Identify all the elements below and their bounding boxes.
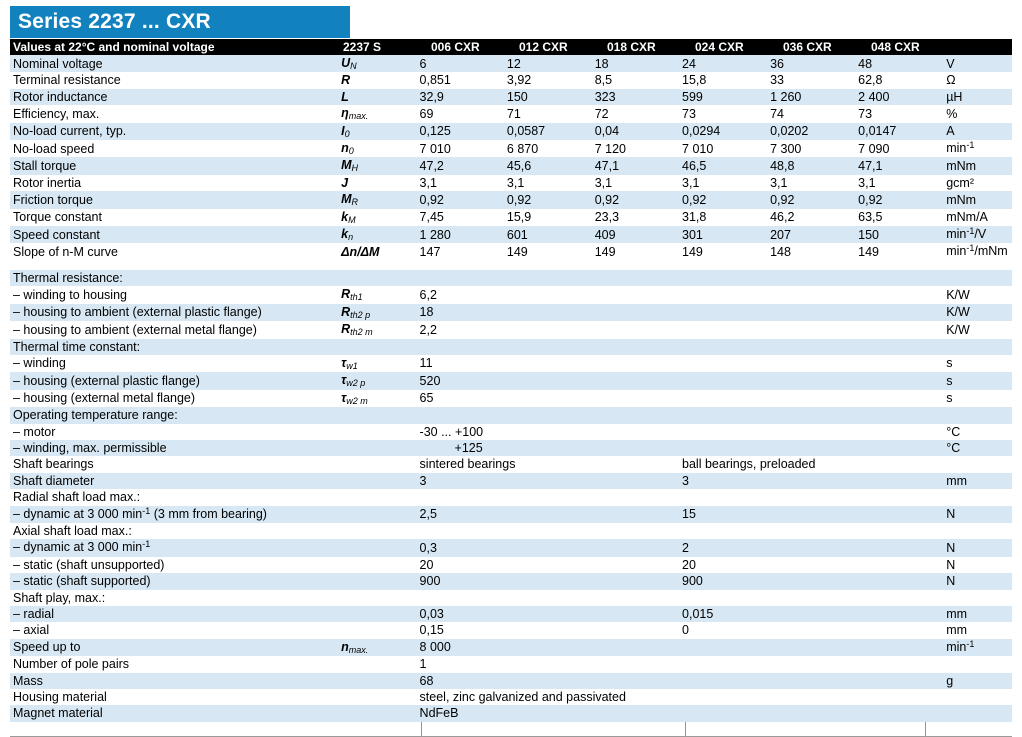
row-value: 149 xyxy=(592,243,679,260)
row-unit: $\min^{-1}/V$ xyxy=(943,226,1012,243)
row-label: – winding xyxy=(10,355,338,372)
row-value-alt: 3 xyxy=(679,473,943,489)
row-value: 7,45 xyxy=(417,209,504,226)
row-unit: °C xyxy=(943,440,1012,456)
table-row xyxy=(10,506,1012,523)
table-row xyxy=(10,339,1012,355)
row-value: 0,92 xyxy=(592,191,679,208)
row-value: 48 xyxy=(855,55,943,72)
row-unit xyxy=(943,523,1012,539)
row-value: 62,8 xyxy=(855,72,943,88)
row-value-alt: 2 xyxy=(679,539,943,556)
row-symbol: kn xyxy=(338,226,416,243)
row-label: – motor xyxy=(10,424,338,440)
row-value: 0,92 xyxy=(417,191,504,208)
row-label: – winding, max. permissible xyxy=(10,440,338,456)
row-value: 2,2 xyxy=(417,321,944,338)
row-value: 409 xyxy=(592,226,679,243)
row-value: 0,0587 xyxy=(504,123,592,140)
row-label: Mass xyxy=(10,673,338,689)
row-value: 0,92 xyxy=(855,191,943,208)
table-row xyxy=(10,456,1012,472)
row-value: 73 xyxy=(855,105,943,122)
table-row xyxy=(10,123,1012,140)
row-label: Friction torque xyxy=(10,191,338,208)
row-value: 48,8 xyxy=(767,157,855,174)
row-unit xyxy=(943,456,1012,472)
row-symbol xyxy=(338,407,416,423)
table-row xyxy=(10,209,1012,226)
row-unit: $\min^{-1}$/mNm xyxy=(943,243,1012,260)
row-value xyxy=(417,407,944,423)
row-unit xyxy=(943,689,1012,705)
row-symbol xyxy=(338,656,416,672)
table-row xyxy=(10,705,1012,721)
table-row xyxy=(10,270,1012,286)
row-value: 11 xyxy=(417,355,944,372)
row-symbol: Δn/ΔM xyxy=(338,243,416,260)
row-symbol: Rth2 m xyxy=(338,321,416,338)
row-value: 47,1 xyxy=(592,157,679,174)
row-value: 47,2 xyxy=(417,157,504,174)
row-unit: gcm² xyxy=(943,175,1012,191)
row-value: 3,1 xyxy=(417,175,504,191)
row-symbol: kM xyxy=(338,209,416,226)
table-row xyxy=(10,175,1012,191)
row-symbol: R xyxy=(338,72,416,88)
row-label: – static (shaft unsupported) xyxy=(10,557,338,573)
row-unit xyxy=(943,656,1012,672)
row-symbol: I0 xyxy=(338,123,416,140)
row-label: – winding to housing xyxy=(10,286,338,303)
table-row xyxy=(10,140,1012,157)
row-value: 1 280 xyxy=(417,226,504,243)
row-value: 36 xyxy=(767,55,855,72)
row-unit: mm xyxy=(943,622,1012,638)
row-symbol: UN xyxy=(338,55,416,72)
row-label: – static (shaft supported) xyxy=(10,573,338,589)
row-label: Thermal time constant: xyxy=(10,339,338,355)
row-value: 18 xyxy=(592,55,679,72)
table-row xyxy=(10,321,1012,338)
row-value: 20 xyxy=(417,557,679,573)
row-value: 147 xyxy=(417,243,504,260)
row-symbol: nmax. xyxy=(338,639,416,656)
row-symbol xyxy=(338,705,416,721)
row-value: 72 xyxy=(592,105,679,122)
row-label: – housing (external metal flange) xyxy=(10,390,338,407)
row-symbol xyxy=(338,606,416,622)
row-label: Shaft bearings xyxy=(10,456,338,472)
table-row xyxy=(10,523,1012,539)
row-label: No-load current, typ. xyxy=(10,123,338,140)
row-value-alt: 0,015 xyxy=(679,606,943,622)
row-value: NdFeB xyxy=(417,705,944,721)
row-value: 69 xyxy=(417,105,504,122)
row-value: 8 000 xyxy=(417,639,944,656)
table-row xyxy=(10,573,1012,589)
row-unit: mNm xyxy=(943,157,1012,174)
row-value: 68 xyxy=(417,673,944,689)
row-unit: Ω xyxy=(943,72,1012,88)
table-row xyxy=(10,557,1012,573)
table-row xyxy=(10,372,1012,389)
row-value-alt: 0 xyxy=(679,622,943,638)
row-symbol: MH xyxy=(338,157,416,174)
header-col-4: 024 CXR xyxy=(695,40,744,54)
row-value: 73 xyxy=(679,105,767,122)
row-value: 149 xyxy=(504,243,592,260)
row-symbol xyxy=(338,339,416,355)
table-row xyxy=(10,689,1012,705)
row-label: Number of pole pairs xyxy=(10,656,338,672)
row-value: 63,5 xyxy=(855,209,943,226)
row-symbol: Rth2 p xyxy=(338,304,416,321)
header-values-label: Values at 22°C and nominal voltage xyxy=(13,40,215,54)
row-value: 71 xyxy=(504,105,592,122)
row-value: 149 xyxy=(679,243,767,260)
row-label: Rotor inertia xyxy=(10,175,338,191)
table-row xyxy=(10,673,1012,689)
spacer-cell xyxy=(10,261,1012,270)
row-symbol xyxy=(338,489,416,505)
row-value: 0,92 xyxy=(767,191,855,208)
row-value-alt: 15 xyxy=(679,506,943,523)
row-value: 15,8 xyxy=(679,72,767,88)
row-label: Efficiency, max. xyxy=(10,105,338,122)
row-value: 0,15 xyxy=(417,622,679,638)
row-value: 599 xyxy=(679,89,767,105)
row-value: 7 010 xyxy=(417,140,504,157)
row-unit: V xyxy=(943,55,1012,72)
header-series-label: 2237 S xyxy=(343,40,382,54)
row-value: 3 xyxy=(417,473,679,489)
row-symbol xyxy=(338,557,416,573)
row-value: -30 ... +100 xyxy=(417,424,944,440)
row-label: Radial shaft load max.: xyxy=(10,489,338,505)
row-unit xyxy=(943,590,1012,606)
row-value: 2,5 xyxy=(417,506,679,523)
row-symbol xyxy=(338,440,416,456)
row-unit: µH xyxy=(943,89,1012,105)
row-value: 150 xyxy=(504,89,592,105)
row-value: 301 xyxy=(679,226,767,243)
row-value: 65 xyxy=(417,390,944,407)
row-value: steel, zinc galvanized and passivated xyxy=(417,689,944,705)
row-symbol: ηmax. xyxy=(338,105,416,122)
row-label: Speed constant xyxy=(10,226,338,243)
row-label: – radial xyxy=(10,606,338,622)
specifications-table xyxy=(10,55,1012,722)
row-value: 148 xyxy=(767,243,855,260)
row-value: 6 xyxy=(417,55,504,72)
row-label: – housing to ambient (external plastic flange) xyxy=(10,304,338,321)
row-value: 7 120 xyxy=(592,140,679,157)
row-value: 6 870 xyxy=(504,140,592,157)
row-unit: s xyxy=(943,355,1012,372)
row-value: 150 xyxy=(855,226,943,243)
row-symbol xyxy=(338,673,416,689)
row-unit xyxy=(943,270,1012,286)
row-unit: mm xyxy=(943,473,1012,489)
table-row xyxy=(10,489,1012,505)
row-unit xyxy=(943,339,1012,355)
row-symbol: L xyxy=(338,89,416,105)
table-row xyxy=(10,191,1012,208)
row-value: 46,5 xyxy=(679,157,767,174)
row-unit: mNm xyxy=(943,191,1012,208)
row-label: Stall torque xyxy=(10,157,338,174)
table-row xyxy=(10,590,1012,606)
row-unit: $\min^{-1}$ xyxy=(943,140,1012,157)
table-row xyxy=(10,424,1012,440)
row-value: 23,3 xyxy=(592,209,679,226)
row-value xyxy=(417,339,944,355)
row-value: 0,3 xyxy=(417,539,679,556)
row-unit: A xyxy=(943,123,1012,140)
row-value: 207 xyxy=(767,226,855,243)
table-row xyxy=(10,55,1012,72)
row-label: – housing to ambient (external metal flange) xyxy=(10,321,338,338)
table-header-row xyxy=(10,39,1012,55)
row-symbol xyxy=(338,506,416,523)
row-value xyxy=(417,523,944,539)
row-label: – dynamic at 3 000 $\min^{-1} (3$ mm from bearing) xyxy=(10,506,338,523)
table-row xyxy=(10,539,1012,556)
row-value: 8,5 xyxy=(592,72,679,88)
table-row xyxy=(10,243,1012,260)
table-row xyxy=(10,157,1012,174)
row-symbol xyxy=(338,622,416,638)
row-value: 47,1 xyxy=(855,157,943,174)
row-symbol: τw2 m xyxy=(338,390,416,407)
row-value: +125 xyxy=(417,440,944,456)
row-value: 46,2 xyxy=(767,209,855,226)
table-row xyxy=(10,226,1012,243)
row-unit: mm xyxy=(943,606,1012,622)
row-unit xyxy=(943,489,1012,505)
page-title: Series 2237 ... CXR xyxy=(10,6,350,38)
row-unit: mNm/A xyxy=(943,209,1012,226)
row-symbol: τw2 p xyxy=(338,372,416,389)
row-value: 1 xyxy=(417,656,944,672)
row-value-alt: ball bearings, preloaded xyxy=(679,456,943,472)
table-row xyxy=(10,440,1012,456)
row-value: 7 010 xyxy=(679,140,767,157)
row-unit: s xyxy=(943,372,1012,389)
row-value: 0,92 xyxy=(679,191,767,208)
header-col-2: 012 CXR xyxy=(519,40,568,54)
row-label: Operating temperature range: xyxy=(10,407,338,423)
row-value: sintered bearings xyxy=(417,456,679,472)
table-row xyxy=(10,473,1012,489)
row-value: 31,8 xyxy=(679,209,767,226)
row-label: Rotor inductance xyxy=(10,89,338,105)
row-value: 0,851 xyxy=(417,72,504,88)
row-label: Nominal voltage xyxy=(10,55,338,72)
row-value: 45,6 xyxy=(504,157,592,174)
row-symbol xyxy=(338,590,416,606)
row-unit: K/W xyxy=(943,286,1012,303)
row-value: 2 400 xyxy=(855,89,943,105)
row-label: Shaft play, max.: xyxy=(10,590,338,606)
row-symbol xyxy=(338,270,416,286)
row-value: 3,92 xyxy=(504,72,592,88)
row-symbol: Rth1 xyxy=(338,286,416,303)
row-label: Magnet material xyxy=(10,705,338,721)
row-symbol: τw1 xyxy=(338,355,416,372)
row-value: 7 090 xyxy=(855,140,943,157)
row-label: Axial shaft load max.: xyxy=(10,523,338,539)
row-unit: N xyxy=(943,573,1012,589)
row-unit: K/W xyxy=(943,304,1012,321)
row-value: 0,125 xyxy=(417,123,504,140)
header-col-5: 036 CXR xyxy=(783,40,832,54)
row-unit xyxy=(943,705,1012,721)
row-value: 0,0147 xyxy=(855,123,943,140)
row-symbol xyxy=(338,523,416,539)
row-label: Terminal resistance xyxy=(10,72,338,88)
row-value: 0,92 xyxy=(504,191,592,208)
row-label: Speed up to xyxy=(10,639,338,656)
row-symbol: J xyxy=(338,175,416,191)
row-value: 149 xyxy=(855,243,943,260)
row-value: 7 300 xyxy=(767,140,855,157)
table-row xyxy=(10,622,1012,638)
row-value: 32,9 xyxy=(417,89,504,105)
row-unit: N xyxy=(943,557,1012,573)
row-label: – axial xyxy=(10,622,338,638)
row-value xyxy=(417,590,944,606)
row-value: 24 xyxy=(679,55,767,72)
row-value: 3,1 xyxy=(592,175,679,191)
row-unit: $\min^{-1}$ xyxy=(943,639,1012,656)
row-value: 601 xyxy=(504,226,592,243)
table-row xyxy=(10,639,1012,656)
table-row xyxy=(10,304,1012,321)
row-symbol xyxy=(338,689,416,705)
table-row xyxy=(10,407,1012,423)
row-unit: °C xyxy=(943,424,1012,440)
row-value: 1 260 xyxy=(767,89,855,105)
row-value-alt: 900 xyxy=(679,573,943,589)
table-row xyxy=(10,606,1012,622)
row-value: 74 xyxy=(767,105,855,122)
row-label: Slope of n-M curve xyxy=(10,243,338,260)
header-col-1: 006 CXR xyxy=(431,40,480,54)
row-value: 323 xyxy=(592,89,679,105)
table-row xyxy=(10,656,1012,672)
row-unit: % xyxy=(943,105,1012,122)
row-value: 520 xyxy=(417,372,944,389)
row-value: 0,0294 xyxy=(679,123,767,140)
row-value: 0,04 xyxy=(592,123,679,140)
row-label: Thermal resistance: xyxy=(10,270,338,286)
row-value: 3,1 xyxy=(679,175,767,191)
row-value: 900 xyxy=(417,573,679,589)
row-unit: g xyxy=(943,673,1012,689)
row-label: – housing (external plastic flange) xyxy=(10,372,338,389)
row-unit: K/W xyxy=(943,321,1012,338)
table-row xyxy=(10,390,1012,407)
row-label: Housing material xyxy=(10,689,338,705)
row-unit xyxy=(943,407,1012,423)
row-label: Shaft diameter xyxy=(10,473,338,489)
row-symbol xyxy=(338,456,416,472)
table-row xyxy=(10,89,1012,105)
row-value: 3,1 xyxy=(504,175,592,191)
row-value: 15,9 xyxy=(504,209,592,226)
row-value: 0,0202 xyxy=(767,123,855,140)
row-value-alt: 20 xyxy=(679,557,943,573)
row-symbol: MR xyxy=(338,191,416,208)
row-value xyxy=(417,270,944,286)
row-label: Torque constant xyxy=(10,209,338,226)
header-col-6: 048 CXR xyxy=(871,40,920,54)
row-value: 3,1 xyxy=(767,175,855,191)
table-row xyxy=(10,286,1012,303)
row-symbol xyxy=(338,473,416,489)
row-unit: N xyxy=(943,539,1012,556)
row-label: No-load speed xyxy=(10,140,338,157)
table-row xyxy=(10,355,1012,372)
row-value: 18 xyxy=(417,304,944,321)
row-symbol: n0 xyxy=(338,140,416,157)
row-value: 33 xyxy=(767,72,855,88)
row-unit: s xyxy=(943,390,1012,407)
row-symbol xyxy=(338,424,416,440)
header-col-3: 018 CXR xyxy=(607,40,656,54)
row-value: 12 xyxy=(504,55,592,72)
row-symbol xyxy=(338,539,416,556)
table-spacer xyxy=(10,261,1012,270)
row-value xyxy=(417,489,944,505)
row-value: 6,2 xyxy=(417,286,944,303)
row-symbol xyxy=(338,573,416,589)
row-value: 0,03 xyxy=(417,606,679,622)
table-row xyxy=(10,72,1012,88)
row-unit: N xyxy=(943,506,1012,523)
row-value: 3,1 xyxy=(855,175,943,191)
row-label: – dynamic at 3 000 $\min^{-1}$ xyxy=(10,539,338,556)
table-row xyxy=(10,105,1012,122)
